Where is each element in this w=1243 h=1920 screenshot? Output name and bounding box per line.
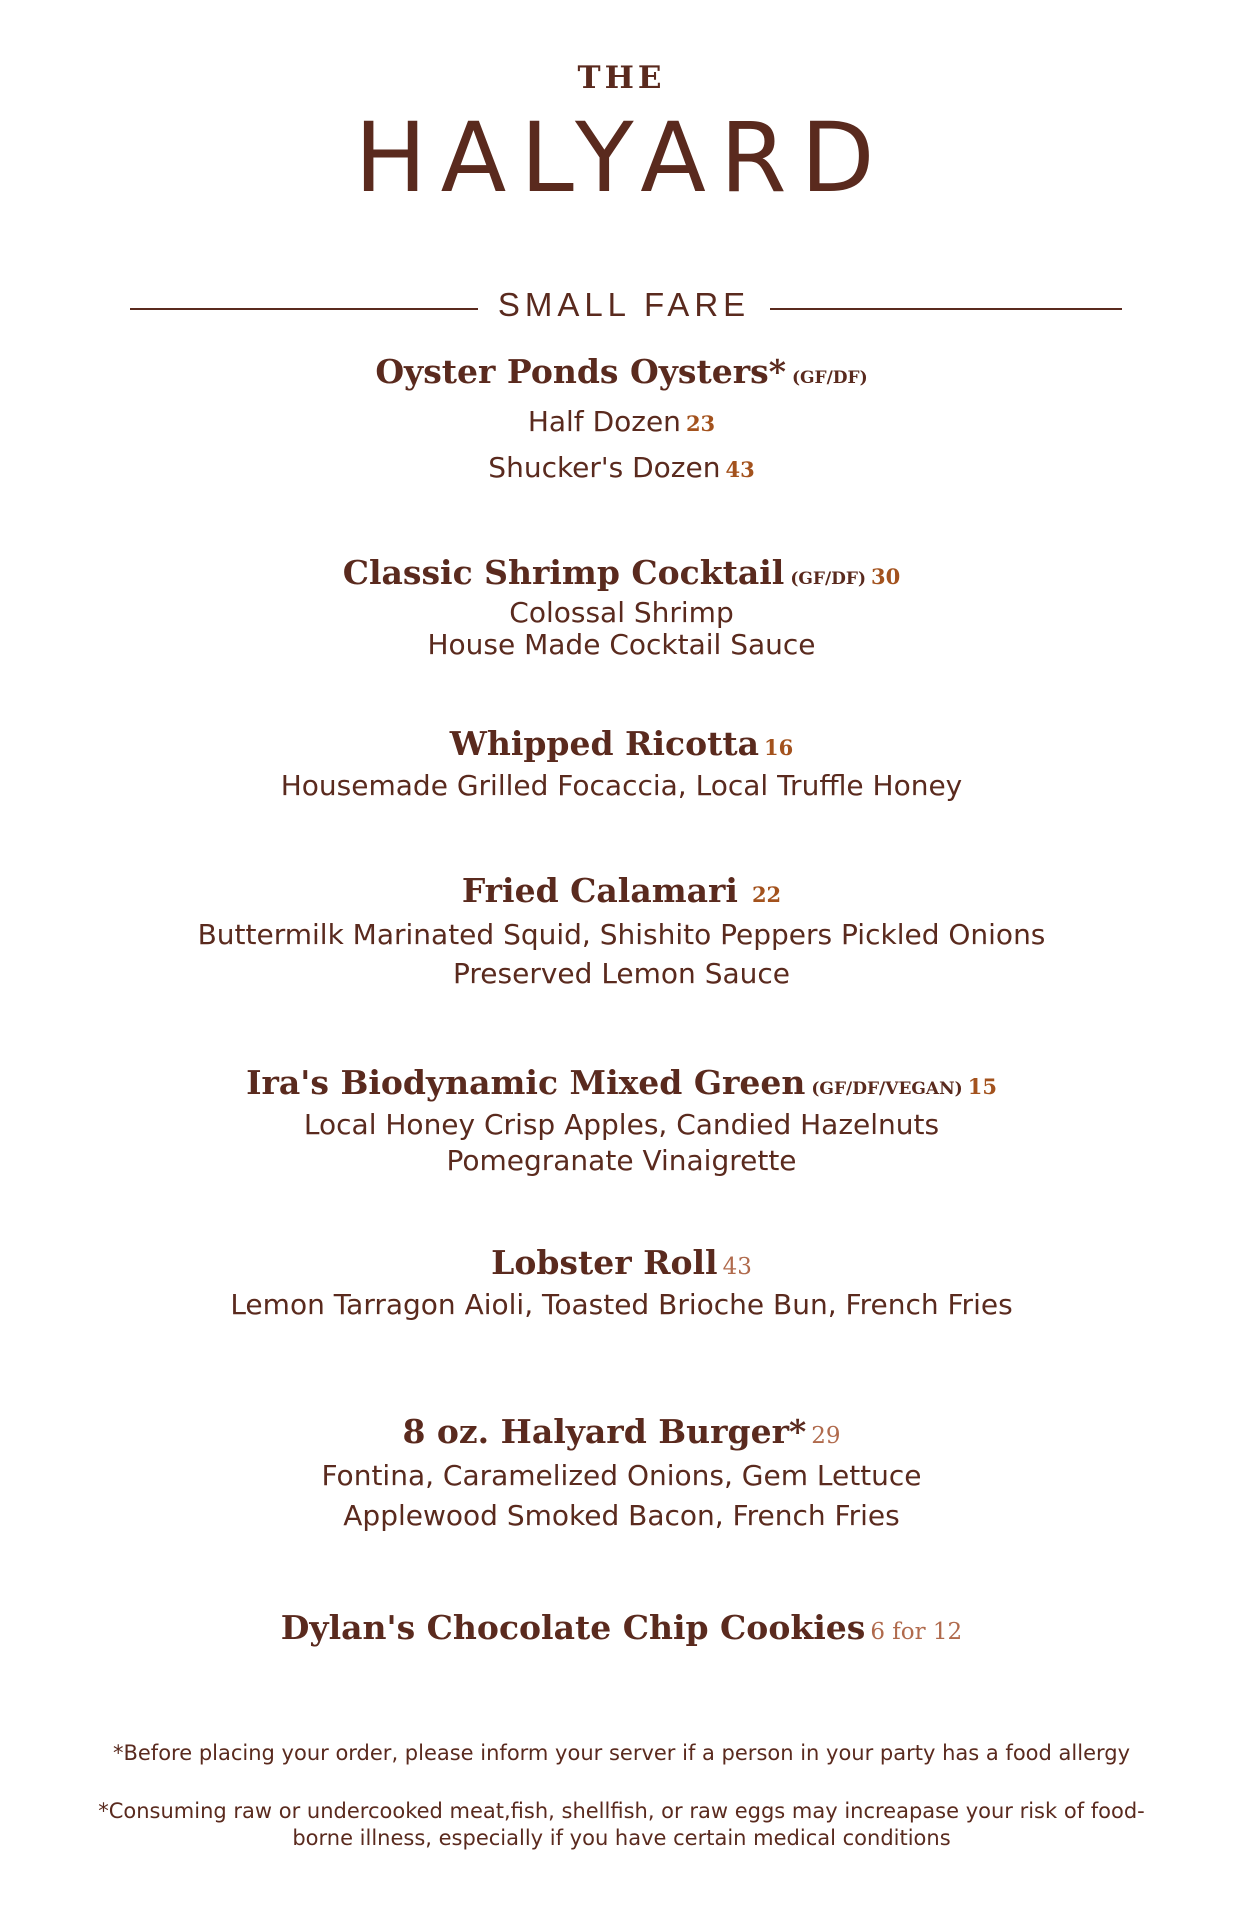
item-price: 22 xyxy=(751,882,782,907)
option-price: 23 xyxy=(685,410,716,436)
item-description: Pomegranate Vinaigrette xyxy=(446,1143,797,1177)
brand-article: THE xyxy=(577,60,666,96)
item-description: Local Honey Crisp Apples, Candied Hazelnuts xyxy=(303,1107,940,1141)
item-description: Buttermilk Marinated Squid, Shishito Peppers Pickled Onions xyxy=(197,917,1046,951)
option-label: Shucker's Dozen xyxy=(488,450,721,484)
item-description: House Made Cocktail Sauce xyxy=(427,627,816,661)
item-price: 6 for 12 xyxy=(870,1619,963,1645)
item-name: Ira's Biodynamic Mixed Green xyxy=(246,1063,806,1102)
item-price: 16 xyxy=(764,735,794,760)
menu-item-whipped-ricotta xyxy=(0,724,1243,802)
item-description: Lemon Tarragon Aioli, Toasted Brioche Bun, French Fries xyxy=(230,1287,1013,1321)
item-description: Preserved Lemon Sauce xyxy=(453,956,790,990)
item-name: Fried Calamari xyxy=(461,871,738,910)
item-description: Colossal Shrimp xyxy=(509,595,734,629)
item-name: Whipped Ricotta xyxy=(449,724,759,763)
item-name: Oyster Ponds Oysters* xyxy=(375,352,786,391)
menu-item-mixed-green xyxy=(0,1063,1243,1179)
section-rule-right xyxy=(770,308,1122,310)
menu-item-fried-calamari xyxy=(0,871,1243,993)
item-description: Fontina, Caramelized Onions, Gem Lettuce xyxy=(321,1458,922,1492)
option-label: Half Dozen xyxy=(527,404,681,438)
item-tag: (GF/DF) xyxy=(790,569,867,589)
item-price: 43 xyxy=(722,1254,752,1280)
menu-item-halyard-burger xyxy=(0,1412,1243,1537)
item-price: 30 xyxy=(871,564,901,589)
item-option xyxy=(0,406,1243,438)
section-rule-left xyxy=(130,308,478,310)
allergy-footnote: *Before placing your order, please inform your server if a person in your party has a food allergy xyxy=(112,1741,1131,1765)
item-price: 29 xyxy=(811,1423,841,1449)
item-name: Lobster Roll xyxy=(491,1243,718,1282)
item-option xyxy=(0,452,1243,484)
item-description: Applewood Smoked Bacon, French Fries xyxy=(343,1499,900,1533)
section-title: SMALL FARE xyxy=(497,286,751,323)
item-tag: (GF/DF) xyxy=(791,368,868,388)
option-price: 43 xyxy=(725,456,755,482)
menu-item-oysters xyxy=(0,352,1243,484)
menu-item-lobster-roll xyxy=(0,1243,1243,1321)
item-description: Housemade Grilled Focaccia, Local Truffle Honey xyxy=(280,768,963,802)
brand-name: HALYARD xyxy=(354,102,889,214)
item-name: Dylan's Chocolate Chip Cookies xyxy=(280,1608,866,1647)
menu-item-shrimp-cocktail xyxy=(0,553,1243,661)
menu-item-cookies xyxy=(0,1608,1243,1648)
item-name: Classic Shrimp Cocktail xyxy=(342,553,785,592)
raw-food-footnote: *Consuming raw or undercooked meat,fish, shellfish, or raw eggs may increapase your risk of food-borne illness, especially if you have certain medical conditions xyxy=(98,1799,1145,1851)
item-tag: (GF/DF/VEGAN) xyxy=(811,1079,963,1099)
item-name: 8 oz. Halyard Burger* xyxy=(402,1412,807,1451)
item-price: 15 xyxy=(967,1074,997,1099)
